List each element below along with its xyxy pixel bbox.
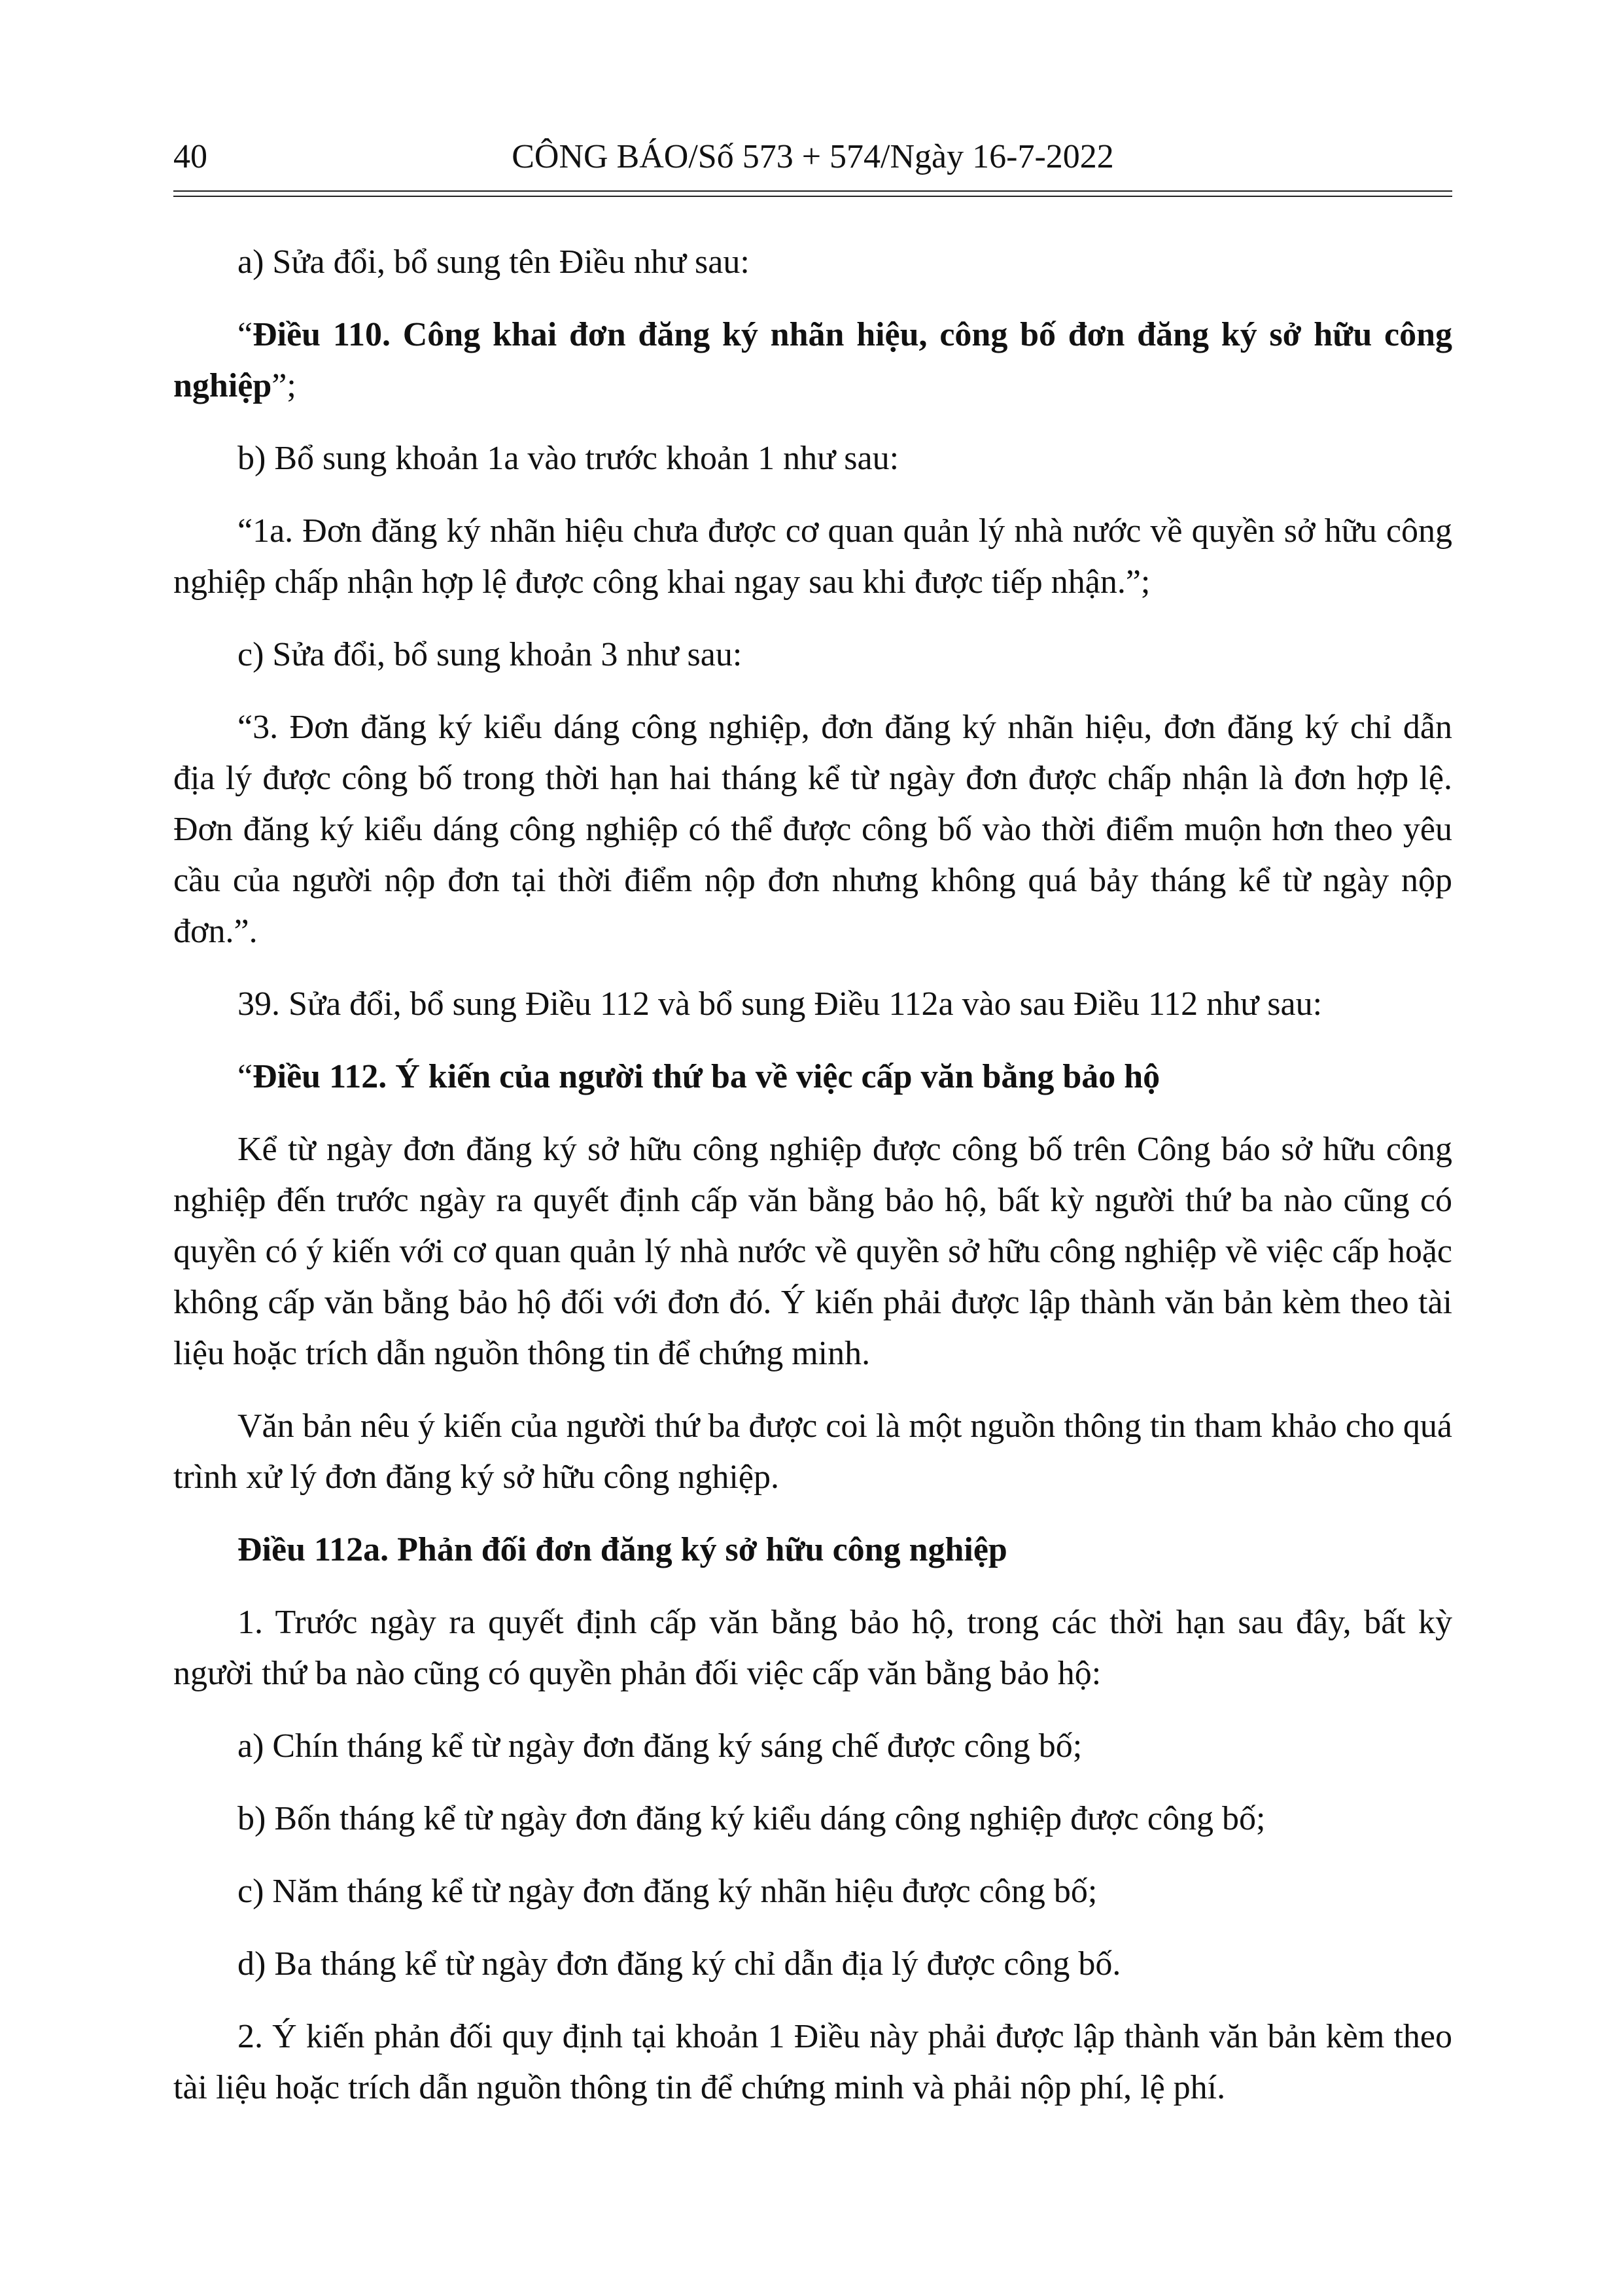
open-quote: “ (237, 316, 253, 353)
paragraph-add-clause-1a: b) Bổ sung khoản 1a vào trước khoản 1 như sau: (237, 440, 899, 477)
article-110-title: Điều 110. Công khai đơn đăng ký nhãn hiệu, công bố đơn đăng ký sở hữu công nghiệp (173, 316, 1452, 404)
header-rule-top (173, 190, 1452, 192)
article-112a-heading (173, 1525, 1452, 1576)
clause-1a-text: “1a. Đơn đăng ký nhãn hiệu chưa được cơ quan quản lý nhà nước về quyền sở hữu công nghiệp chấp nhận hợp lệ được công khai ngay sau khi được tiếp nhận.”; (173, 512, 1452, 601)
article-112a-clause-1: 1. Trước ngày ra quyết định cấp văn bằng bảo hộ, trong các thời hạn sau đây, bất kỳ người thứ ba nào cũng có quyền phản đối việc cấp văn bằng bảo hộ: (173, 1604, 1452, 1692)
article-112-title: Điều 112. Ý kiến của người thứ ba về việc cấp văn bằng bảo hộ (253, 1058, 1161, 1095)
paragraph-item-39: 39. Sửa đổi, bổ sung Điều 112 và bổ sung Điều 112a vào sau Điều 112 như sau: (237, 985, 1323, 1023)
page-number: 40 (173, 138, 207, 175)
article-112-paragraph-2: Văn bản nêu ý kiến của người thứ ba được coi là một nguồn thông tin tham khảo cho quá trình xử lý đơn đăng ký sở hữu công nghiệp. (173, 1407, 1452, 1496)
article-112a-title: Điều 112a. Phản đối đơn đăng ký sở hữu công nghiệp (237, 1531, 1007, 1568)
article-112-paragraph-1: Kể từ ngày đơn đăng ký sở hữu công nghiệp được công bố trên Công báo sở hữu công nghiệp đến trước ngày ra quyết định cấp văn bằng bảo hộ, bất kỳ người thứ ba nào cũng có quyền có ý kiến với cơ quan quản lý nhà nước về quyền sở hữu công nghiệp về việc cấp hoặc không cấp văn bằng bảo hộ đối với đơn đó. Ý kiến phải được lập thành văn bản kèm theo tài liệu hoặc trích dẫn nguồn thông tin để chứng minh. (173, 1131, 1452, 1372)
gazette-title: CÔNG BÁO/Số 573 + 574/Ngày 16-7-2022 (512, 138, 1114, 175)
paragraph-amend-title: a) Sửa đổi, bổ sung tên Điều như sau: (237, 243, 750, 281)
article-112a-point-c: c) Năm tháng kể từ ngày đơn đăng ký nhãn hiệu được công bố; (237, 1873, 1098, 1910)
article-110-heading (173, 309, 1452, 412)
page-header (173, 134, 1452, 180)
article-112a-clause-2: 2. Ý kiến phản đối quy định tại khoản 1 Điều này phải được lập thành văn bản kèm theo tài liệu hoặc trích dẫn nguồn thông tin để chứng minh và phải nộp phí, lệ phí. (173, 2018, 1452, 2106)
close-quote: ”; (271, 367, 296, 404)
article-112a-point-a: a) Chín tháng kể từ ngày đơn đăng ký sáng chế được công bố; (237, 1727, 1083, 1765)
article-112a-point-b: b) Bốn tháng kể từ ngày đơn đăng ký kiểu dáng công nghiệp được công bố; (237, 1800, 1266, 1837)
clause-3-text: “3. Đơn đăng ký kiểu dáng công nghiệp, đơn đăng ký nhãn hiệu, đơn đăng ký chỉ dẫn địa lý được công bố trong thời hạn hai tháng kể từ ngày đơn được chấp nhận là đơn hợp lệ. Đơn đăng ký kiểu dáng công nghiệp có thể được công bố vào thời điểm muộn hơn theo yêu cầu của người nộp đơn tại thời điểm nộp đơn nhưng không quá bảy tháng kể từ ngày nộp đơn.”. (173, 709, 1452, 950)
document-body (173, 237, 1452, 2135)
article-112-heading (173, 1051, 1452, 1103)
article-112a-point-d: d) Ba tháng kể từ ngày đơn đăng ký chỉ dẫn địa lý được công bố. (237, 1945, 1121, 1983)
open-quote: “ (237, 1058, 253, 1095)
paragraph-amend-clause-3: c) Sửa đổi, bổ sung khoản 3 như sau: (237, 636, 742, 673)
header-rule-bottom (173, 196, 1452, 197)
